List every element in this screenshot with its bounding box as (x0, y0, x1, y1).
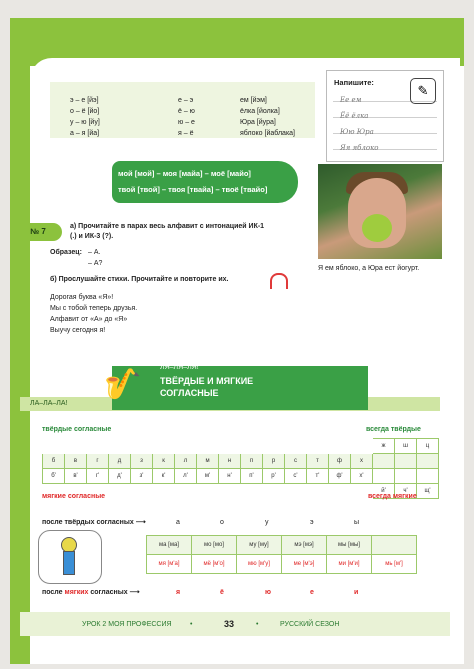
consonant-cell: з' (131, 469, 153, 484)
poem-line: Дорогая буква «Я»! (50, 294, 114, 301)
syllable-cell: ме [м'э] (282, 555, 327, 574)
example-line: – А. (88, 249, 101, 256)
hard-vowel: ы (354, 519, 360, 526)
soft-syllable-row (147, 555, 417, 574)
syllable-cell: мо [мо] (192, 536, 237, 555)
syllable-cell (372, 536, 417, 555)
consonant-cell: м' (197, 469, 219, 484)
soft-consonants-label: мягкие согласные (42, 493, 106, 500)
consonant-cell: з (131, 454, 153, 469)
consonant-cell: п' (241, 469, 263, 484)
consonant-cell: х' (351, 469, 373, 484)
boy-illustration (38, 530, 102, 584)
example-line: – А? (88, 260, 103, 267)
always-hard-row (43, 439, 439, 454)
hard-consonants-label: твёрдые согласные (42, 426, 112, 433)
vowel-word: ёлка [йолка] (240, 108, 280, 115)
lesson-title: УРОК 2 МОЯ ПРОФЕССИЯ (82, 621, 172, 628)
consonant-cell: б (43, 454, 65, 469)
handwriting-line: Юю Юра (340, 128, 374, 136)
soft-vowel: ё (220, 589, 224, 596)
consonant-cell: п (241, 454, 263, 469)
consonant-cell: к' (153, 469, 175, 484)
example-label: Образец: (50, 249, 82, 256)
write-box-title: Напишите: (334, 78, 374, 87)
consonant-cell: д (109, 454, 131, 469)
handwriting-line: Ёё ёлка (340, 112, 369, 120)
consonant-cell: г' (87, 469, 109, 484)
headphones-icon[interactable] (270, 273, 288, 289)
after-soft-label: после мягких согласных ⟶ (42, 589, 140, 596)
always-hard-label: всегда твёрдые (366, 426, 421, 433)
vowel-word: яблоко [йаблака] (240, 130, 295, 137)
vowel-word: ем [йэм] (240, 97, 267, 104)
task-b-text: б) Прослушайте стихи. Прочитайте и повторите их. (50, 276, 229, 283)
vowel-change: е – э (178, 97, 194, 104)
vowel-pair: о – ё [йо] (70, 108, 100, 115)
consonant-cell: т (307, 454, 329, 469)
consonant-cell: в (65, 454, 87, 469)
syllable-cell: мэ [мэ] (282, 536, 327, 555)
after-hard-label: после твёрдых согласных ⟶ (42, 519, 146, 526)
photo-caption: Я ем яблоко, а Юра ест йогурт. (318, 265, 420, 272)
poem-line: Выучу сегодня я! (50, 327, 106, 334)
consonant-cell: ц (417, 439, 439, 454)
book-title: РУССКИЙ СЕЗОН (280, 621, 340, 628)
vowel-change: я – ё (178, 130, 194, 137)
syllable-cell: му [му] (237, 536, 282, 555)
hard-consonant-row (43, 454, 439, 469)
consonant-cell: р' (263, 469, 285, 484)
consonant-table (42, 438, 439, 499)
consonant-cell: м (197, 454, 219, 469)
consonant-cell: й' (373, 484, 395, 499)
hard-vowel: о (220, 519, 224, 526)
apple-icon (362, 214, 392, 242)
syllable-table (146, 535, 417, 574)
consonant-cell: ч' (395, 484, 417, 499)
consonant-cell: ф (329, 454, 351, 469)
syllable-cell: мя [м'а] (147, 555, 192, 574)
soft-consonant-row (43, 469, 439, 484)
possessive-pronouns-box (112, 161, 298, 203)
hard-vowel: а (176, 519, 180, 526)
consonant-cell: н' (219, 469, 241, 484)
pencil-icon: ✎ (410, 78, 436, 104)
bullet-separator: • (256, 621, 259, 628)
poem-line: Мы с тобой теперь друзья. (50, 305, 138, 312)
consonant-cell: н (219, 454, 241, 469)
exercise-number-badge: № 7 (14, 223, 62, 241)
syllable-cell: мы [мы] (327, 536, 372, 555)
syllable-cell: ма [ма] (147, 536, 192, 555)
consonant-cell: ф' (329, 469, 351, 484)
section-title: ТВЁРДЫЕ И МЯГКИЕ (160, 376, 254, 386)
soft-vowel: ю (265, 589, 271, 596)
bullet-separator: • (190, 621, 193, 628)
task-a-text: а) Прочитайте в парах весь алфавит с интонацией ИК-1 (.) и ИК-3 (?). (70, 223, 265, 240)
syllable-cell: мю [м'у] (237, 555, 282, 574)
vowel-change: ю – е (178, 119, 195, 126)
consonant-cell: б' (43, 469, 65, 484)
soft-vowel: и (354, 589, 359, 596)
consonant-cell: л' (175, 469, 197, 484)
syllable-cell: мь [м'] (372, 555, 417, 574)
soft-vowel: я (176, 589, 181, 596)
vowel-pair: э – е [йэ] (70, 97, 99, 104)
syllable-cell: ми [м'и] (327, 555, 372, 574)
consonant-cell: д' (109, 469, 131, 484)
boy-body-icon (63, 551, 75, 575)
hard-vowel: э (310, 519, 314, 526)
consonant-cell: ж (373, 439, 395, 454)
consonant-cell: ш (395, 439, 417, 454)
boy-eating-apple-photo (318, 164, 442, 259)
page-footer (20, 612, 450, 636)
consonant-cell: г (87, 454, 109, 469)
saxophone-icon: 🎷 (104, 368, 142, 401)
handwriting-line: Ее ем (340, 96, 362, 104)
banner-la: ЛЯ–ЛЯ–ЛЯ! (160, 364, 199, 371)
always-soft-label: всегда мягкие (368, 493, 417, 500)
banner-la: ЛА–ЛА–ЛА! (30, 400, 68, 407)
pronoun-line: твой [твой] – твоя [твайа] – твоё [твайо] (118, 185, 268, 194)
consonant-cell: к (153, 454, 175, 469)
consonant-cell: с' (285, 469, 307, 484)
consonant-cell: л (175, 454, 197, 469)
hard-vowel: у (265, 519, 269, 526)
page-number: 33 (224, 619, 235, 629)
soft-vowel: е (310, 589, 314, 596)
left-green-band (10, 18, 30, 664)
pronoun-line: мой [мой] – моя [майа] – моё [майо] (118, 169, 251, 178)
hard-syllable-row (147, 536, 417, 555)
syllable-cell: мё [м'о] (192, 555, 237, 574)
vowel-pair: у – ю [йу] (70, 119, 100, 126)
consonant-cell: х (351, 454, 373, 469)
vowel-change: ё – ю (178, 108, 195, 115)
section-title: СОГЛАСНЫЕ (160, 388, 219, 398)
consonant-cell: р (263, 454, 285, 469)
vowel-pair: а – я [йа] (70, 130, 100, 137)
poem-line: Алфавит от «А» до «Я» (50, 316, 128, 323)
consonant-cell: с (285, 454, 307, 469)
handwriting-line: Яя яблоко (340, 144, 379, 152)
vowel-word: Юра [йура] (240, 119, 276, 126)
consonant-cell: в' (65, 469, 87, 484)
consonant-cell: т' (307, 469, 329, 484)
consonant-cell: щ' (417, 484, 439, 499)
section-banner (112, 366, 368, 410)
